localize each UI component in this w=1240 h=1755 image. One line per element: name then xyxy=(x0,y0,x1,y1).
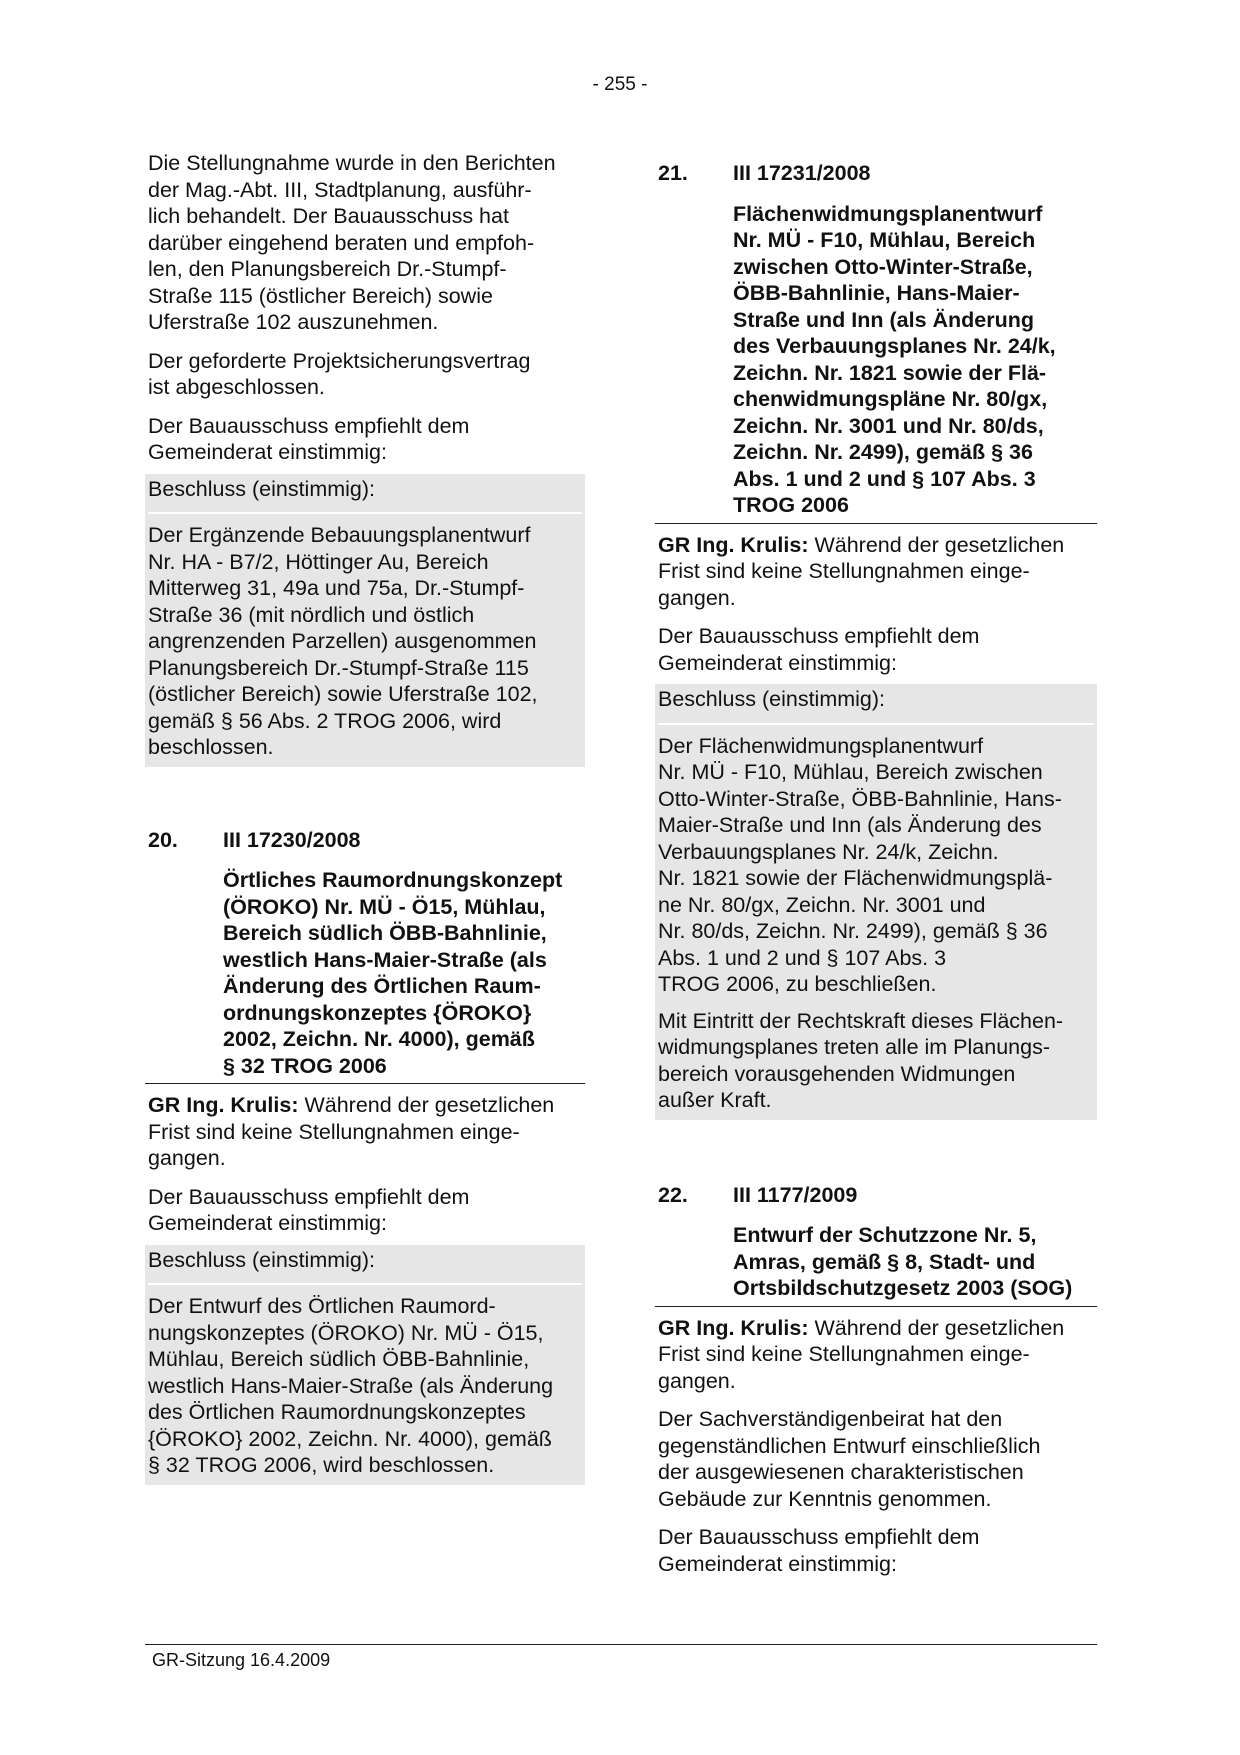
item-reference: III 1177/2009 xyxy=(733,1182,858,1207)
speaker-name: GR Ing. Krulis: xyxy=(658,1315,809,1340)
item-number: 20. xyxy=(148,827,178,852)
divider xyxy=(145,1083,585,1084)
resolution-text: Der Entwurf des Örtlichen Raumord- nungskonzeptes (ÖROKO) Nr. MÜ - Ö15, Mühlau, Bereich südlich ÖBB-Bahnlinie, westlich Hans-Maier-Straße (als Änderung des Örtlichen Raumordnungskonzeptes {ÖROKO} 2002, Zeichn. Nr. 4000), gemäß § 32 TROG 2006, wird beschlossen. xyxy=(148,1294,554,1477)
speaker-paragraph xyxy=(658,1315,1097,1395)
intro-paragraph-2: Der geforderte Projektsicherungsvertrag ist abgeschlossen. xyxy=(148,348,531,399)
speaker-paragraph xyxy=(658,532,1097,612)
item-20-title: Örtliches Raumordnungskonzept (ÖROKO) Nr. MÜ - Ö15, Mühlau, Bereich südlich ÖBB-Bahnlinie, westlich Hans-Maier-Straße (als Änderung des Örtlichen Raum- ordnungskonzeptes {ÖROKO} 2002, Zeichn. Nr. 4000), gemäß § 32 TROG 2006 xyxy=(223,868,563,1078)
recommendation: Der Bauausschuss empfiehlt dem Gemeinderat einstimmig: xyxy=(148,1184,470,1235)
right-column xyxy=(655,160,1097,1589)
resolution-text: Der Flächenwidmungsplanentwurf Nr. MÜ - F10, Mühlau, Bereich zwischen Otto-Winter-Straße, ÖBB-Bahnlinie, Hans- Maier-Straße und Inn (als Änderung des Verbauungsplanes Nr. 24/k, Zeichn. Nr. 1821 sowie der Flächenwidmungsplä- ne Nr. 80/gx, Zeichn. Nr. 3001 und Nr. 80/ds, Zeichn. Nr. 2499), gemäß § 36 Abs. 1 und 2 und § 107 Abs. 3 TROG 2006, zu beschließen. xyxy=(658,733,1062,996)
resolution-text: Der Ergänzende Bebauungsplanentwurf Nr. HA - B7/2, Höttinger Au, Bereich Mitterweg 31, 49a und 75a, Dr.-Stumpf- Straße 36 (mit nördlich und östlich angrenzenden Parzellen) ausgenommen Planungsbereich Dr.-Stumpf-Straße 115 (östlicher Bereich) sowie Uferstraße 102, gemäß § 56 Abs. 2 TROG 2006, wird beschlossen. xyxy=(148,523,538,759)
resolution-box-1 xyxy=(145,474,585,767)
left-column xyxy=(145,150,585,1485)
speaker-text: Während der gesetzlichen Frist sind keine Stellungnahmen einge- gangen. xyxy=(658,1315,1065,1393)
recommendation: Der Bauausschuss empfiehlt dem Gemeinderat einstimmig: xyxy=(658,624,980,675)
item-reference: III 17230/2008 xyxy=(223,827,361,852)
item-21-heading xyxy=(658,160,1097,187)
divider xyxy=(655,1306,1097,1307)
speaker-paragraph xyxy=(148,1092,585,1172)
advisory-paragraph: Der Sachverständigenbeirat hat den gegenständlichen Entwurf einschließlich der ausgewiesenen charakteristischen Gebäude zur Kenntnis genommen. xyxy=(658,1407,1041,1511)
resolution-label: Beschluss (einstimmig): xyxy=(148,1247,582,1286)
intro-paragraph-1: Die Stellungnahme wurde in den Berichten der Mag.-Abt. III, Stadtplanung, ausführ- lich behandelt. Der Bauausschuss hat darüber eingehend beraten und empfoh- len, den Planungsbereich Dr.-Stumpf- Straße 115 (östlicher Bereich) sowie Uferstraße 102 auszunehmen. xyxy=(148,151,556,334)
speaker-name: GR Ing. Krulis: xyxy=(658,532,809,557)
item-22-heading xyxy=(658,1182,1097,1209)
speaker-text: Während der gesetzlichen Frist sind keine Stellungnahmen einge- gangen. xyxy=(658,532,1065,610)
item-20-heading xyxy=(148,827,585,854)
intro-paragraph-3: Der Bauausschuss empfiehlt dem Gemeinderat einstimmig: xyxy=(148,413,470,464)
speaker-name: GR Ing. Krulis: xyxy=(148,1093,299,1117)
footer-text: GR-Sitzung 16.4.2009 xyxy=(152,1650,331,1670)
footer-divider xyxy=(145,1644,1097,1645)
item-22-title: Entwurf der Schutzzone Nr. 5, Amras, gemäß § 8, Stadt- und Ortsbildschutzgesetz 2003 (SOG) xyxy=(733,1223,1073,1300)
page-number: - 255 - xyxy=(592,74,648,95)
item-reference: III 17231/2008 xyxy=(733,161,871,185)
recommendation: Der Bauausschuss empfiehlt dem Gemeinderat einstimmig: xyxy=(658,1525,980,1576)
item-number: 21. xyxy=(658,161,688,185)
divider xyxy=(655,523,1097,524)
resolution-extra: Mit Eintritt der Rechtskraft dieses Flächen- widmungsplanes treten alle im Planungs- bereich vorausgehenden Widmungen außer Kraft. xyxy=(658,1008,1064,1112)
resolution-box-20 xyxy=(145,1245,585,1485)
resolution-label: Beschluss (einstimmig): xyxy=(658,686,1094,725)
speaker-text: Während der gesetzlichen Frist sind keine Stellungnahmen einge- gangen. xyxy=(148,1093,555,1170)
item-number: 22. xyxy=(658,1182,688,1207)
item-21-title: Flächenwidmungsplanentwurf Nr. MÜ - F10, Mühlau, Bereich zwischen Otto-Winter-Straße, ÖBB-Bahnlinie, Hans-Maier- Straße und Inn (als Änderung des Verbauungsplanes Nr. 24/k, Zeichn. Nr. 1821 sowie der Flä- chenwidmungspläne Nr. 80/gx, Zeichn. Nr. 3001 und Nr. 80/ds, Zeichn. Nr. 2499), gemäß § 36 Abs. 1 und 2 und § 107 Abs. 3 TROG 2006 xyxy=(733,201,1056,517)
resolution-box-21 xyxy=(655,684,1097,1120)
resolution-label: Beschluss (einstimmig): xyxy=(148,476,582,515)
